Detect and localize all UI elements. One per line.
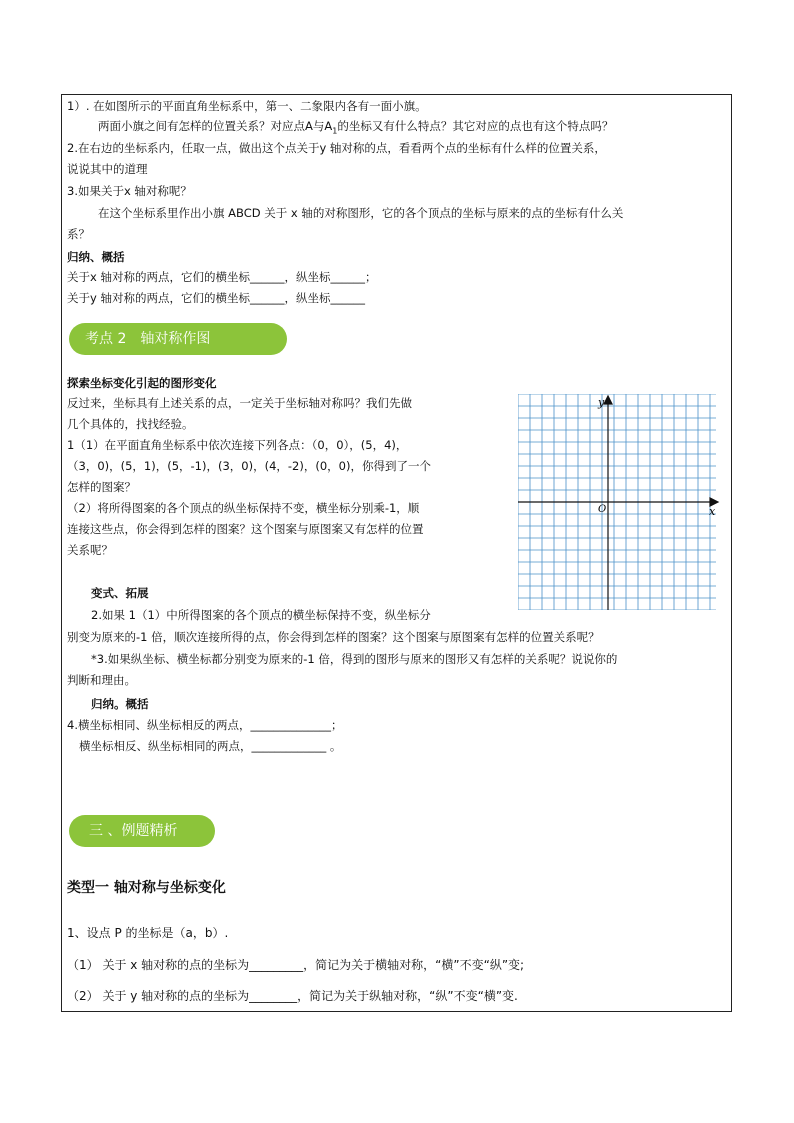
q3-line1: 3.如果关于x 轴对称呢？ [67,184,192,198]
section2-p6: （2）将所得图案的各个顶点的纵坐标保持不变，横坐标分别乘-1，顺 [67,501,420,515]
example-line1: 1、设点 P 的坐标是（a，b）. [67,926,229,940]
extension-line2: 别变为原来的-1 倍，顺次连接所得的点，你会得到怎样的图案？这个图案与原图案有怎样的位置关系呢？ [67,630,600,644]
section2-p4: （3，0)，(5，1)，(5，-1)，(3，0)，(4，-2)，(0，0)，你得到了一个 [67,459,431,473]
y-axis-label: y [598,396,605,409]
pill-label: 三 、例题精析 [89,823,178,839]
section2-p1: 反过来，坐标具有上述关系的点，一定关于坐标轴对称吗？我们先做 [67,396,412,410]
q3-line2: 在这个坐标系里作出小旗 ABCD 关于 x 轴的对称图形，它的各个顶点的坐标与原来的点的坐标有什么关 [98,206,624,220]
summary-title: 归纳、概括 [67,250,125,264]
extension-line1: 2.如果 1（1）中所得图案的各个顶点的横坐标保持不变，纵坐标分 [91,608,431,622]
pill-label: 考点 2 轴对称作图 [85,331,211,347]
q2-line1: 2.在右边的坐标系内，任取一点，做出这个点关于y 轴对称的点，看看两个点的坐标有什么样的位置关系， [67,141,606,155]
section-pill-examples [69,815,215,847]
extension-line3: *3.如果纵坐标、横坐标都分别变为原来的-1 倍，得到的图形与原来的图形又有怎样的关系呢？说说你的 [91,652,618,666]
section2-p5: 怎样的图案？ [67,480,136,494]
summary2-title: 归纳。概括 [91,697,149,711]
extension-title: 变式、拓展 [91,586,149,600]
q2-line2: 说说其中的道理 [67,162,148,176]
summary-x-axis: 关于x 轴对称的两点，它们的横坐标______，纵坐标______； [67,270,377,284]
example-line3: （2） 关于 y 轴对称的点的坐标为________，简记为关于纵轴对称，“纵”不变“横”变. [67,989,518,1003]
section2-title: 探索坐标变化引起的图形变化 [67,376,217,390]
summary2-line2: 横坐标相反、纵坐标相同的两点，_____________ 。 [79,739,342,753]
section-pill-kaodian2 [69,323,287,355]
example-line2: （1） 关于 x 轴对称的点的坐标为_________，简记为关于横轴对称，“横”不变“纵”变; [67,958,525,972]
section2-p8: 关系呢？ [67,543,113,557]
extension-line4: 判断和理由。 [67,673,136,687]
summary2-line1: 4.横坐标相同、纵坐标相反的两点，______________； [67,718,343,732]
y-axis-arrow [604,396,612,404]
q3-line3: 系？ [67,227,90,241]
x-axis-label: x [709,505,716,518]
q1-line1: 1）. 在如图所示的平面直角坐标系中，第一、二象限内各有一面小旗。 [67,99,427,113]
q1-line2: 两面小旗之间有怎样的位置关系？对应点A与$A_1$的坐标又有什么特点？其它对应的点也有这个特点吗？ [98,119,614,136]
section2-p7: 连接这些点，你会得到怎样的图案？这个图案与原图案又有怎样的位置 [67,522,424,536]
summary-y-axis: 关于y 轴对称的两点，它们的横坐标______，纵坐标______ [67,291,365,305]
section2-p3: 1（1）在平面直角坐标系中依次连接下列各点：（0，0），(5，4)， [67,438,408,452]
type-one-title: 类型一 轴对称与坐标变化 [67,880,226,896]
section2-p2: 几个具体的，找找经验。 [67,417,194,431]
coordinate-grid [518,394,724,610]
origin-label: O [598,504,607,515]
